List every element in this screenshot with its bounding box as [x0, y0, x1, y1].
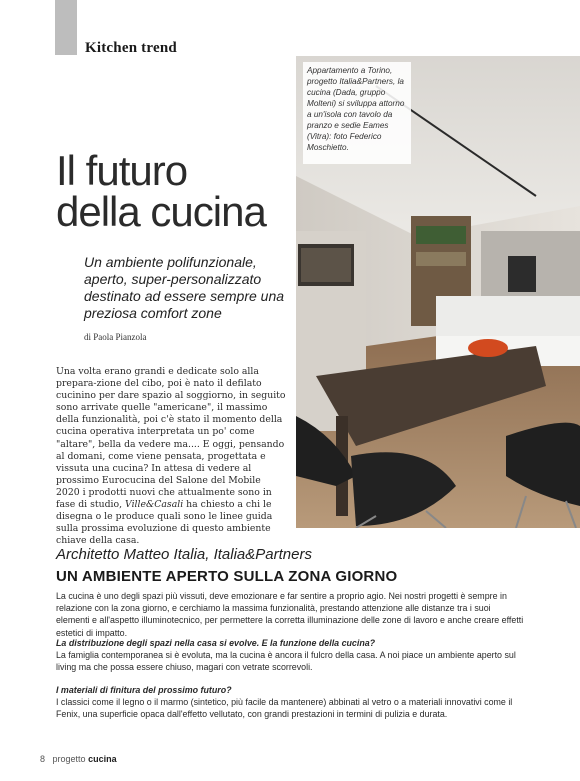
- interview-answer-2: I classici come il legno o il marmo (sintetico, più facile da mantenere) abbinati al vetro o a materiali innovativi come il Fenix, una superficie opaca dall'effetto vellutato, con grandi prestazioni in termini di pulizia e durata.: [56, 697, 513, 720]
- interview-answer-1: La famiglia contemporanea si è evoluta, ma la cucina è ancora il fulcro della casa. A noi piace un ambiente aperto sul living ma che possa essere chiuso, magari con vetrate scorrevoli.: [56, 650, 516, 673]
- page-number: 8: [40, 754, 46, 764]
- lead-paragraph: [56, 366, 286, 547]
- article-subtitle: Un ambiente polifunzionale, aperto, super-personalizzato destinato ad essere sempre una preziosa comfort zone: [84, 254, 285, 321]
- article-title-line-2: della cucina: [56, 188, 266, 235]
- interview-qa-2: [56, 684, 526, 721]
- article-title-line-1: Il futuro: [56, 147, 188, 194]
- interview-qa-1: [56, 637, 526, 674]
- interview-author: Architetto Matteo Italia, Italia&Partners: [56, 546, 312, 563]
- section-label: Kitchen trend: [85, 40, 177, 56]
- lead-text-part-1: Una volta erano grandi e dedicate solo alla prepara-zione del cibo, poi è nato il defilato cucinino per dare spazio al soggiorno, in seguito sono arrivate quelle "americane", il massimo della funzionalità, poi c'è stato il momento della cucina operativa interpretata un po' come "altare", bella da vedere ma.... E oggi, pensando al domani, come viene pensata, progettata e vissuta una cucina? In attesa di vedere al prossimo Eurocucina del Salone del Mobile 2020 i prodotti nuovi che attualmente sono in fase di studio,: [56, 366, 286, 511]
- magazine-suffix: cucina: [88, 754, 117, 764]
- lead-text-part-2: ha chiesto a chi le disegna o le produce quali sono le linee guida sulla prossima evoluzione di questo ambiente chiave della casa.: [56, 499, 273, 547]
- page-footer: [40, 754, 117, 764]
- article-title: [56, 147, 296, 235]
- interview-intro: La cucina è uno degli spazi più vissuti, deve emozionare e far sentire a proprio agio. Nei nostri progetti è sempre in relazione con la zona giorno, e cerchiamo la massima funzionalità, prestando attenzione alle distanze tra i suoi elementi e all'aspetto illuminotecnico, per permettere la corretta illuminazione delle zone di lavoro e anche creare effetti estetici di impatto.: [56, 591, 524, 638]
- byline: di Paola Pianzola: [84, 332, 147, 342]
- interview-question-2: I materiali di finitura del prossimo futuro?: [56, 685, 232, 695]
- interview-title: UN AMBIENTE APERTO SULLA ZONA GIORNO: [56, 568, 398, 585]
- section-tab-marker: [55, 0, 77, 55]
- lead-brand: Ville&Casali: [125, 499, 184, 511]
- photo-caption: Appartamento a Torino, progetto Italia&Partners, la cucina (Dada, gruppo Molteni) si sviluppa attorno a un'isola con tavolo da pranzo e sedie Eames (Vitra): foto Federico Moschietto.: [303, 62, 411, 164]
- interview-question-1: La distribuzione degli spazi nella casa si evolve. E la funzione della cucina?: [56, 638, 376, 648]
- magazine-name: [53, 754, 117, 764]
- magazine-prefix: progetto: [52, 754, 86, 764]
